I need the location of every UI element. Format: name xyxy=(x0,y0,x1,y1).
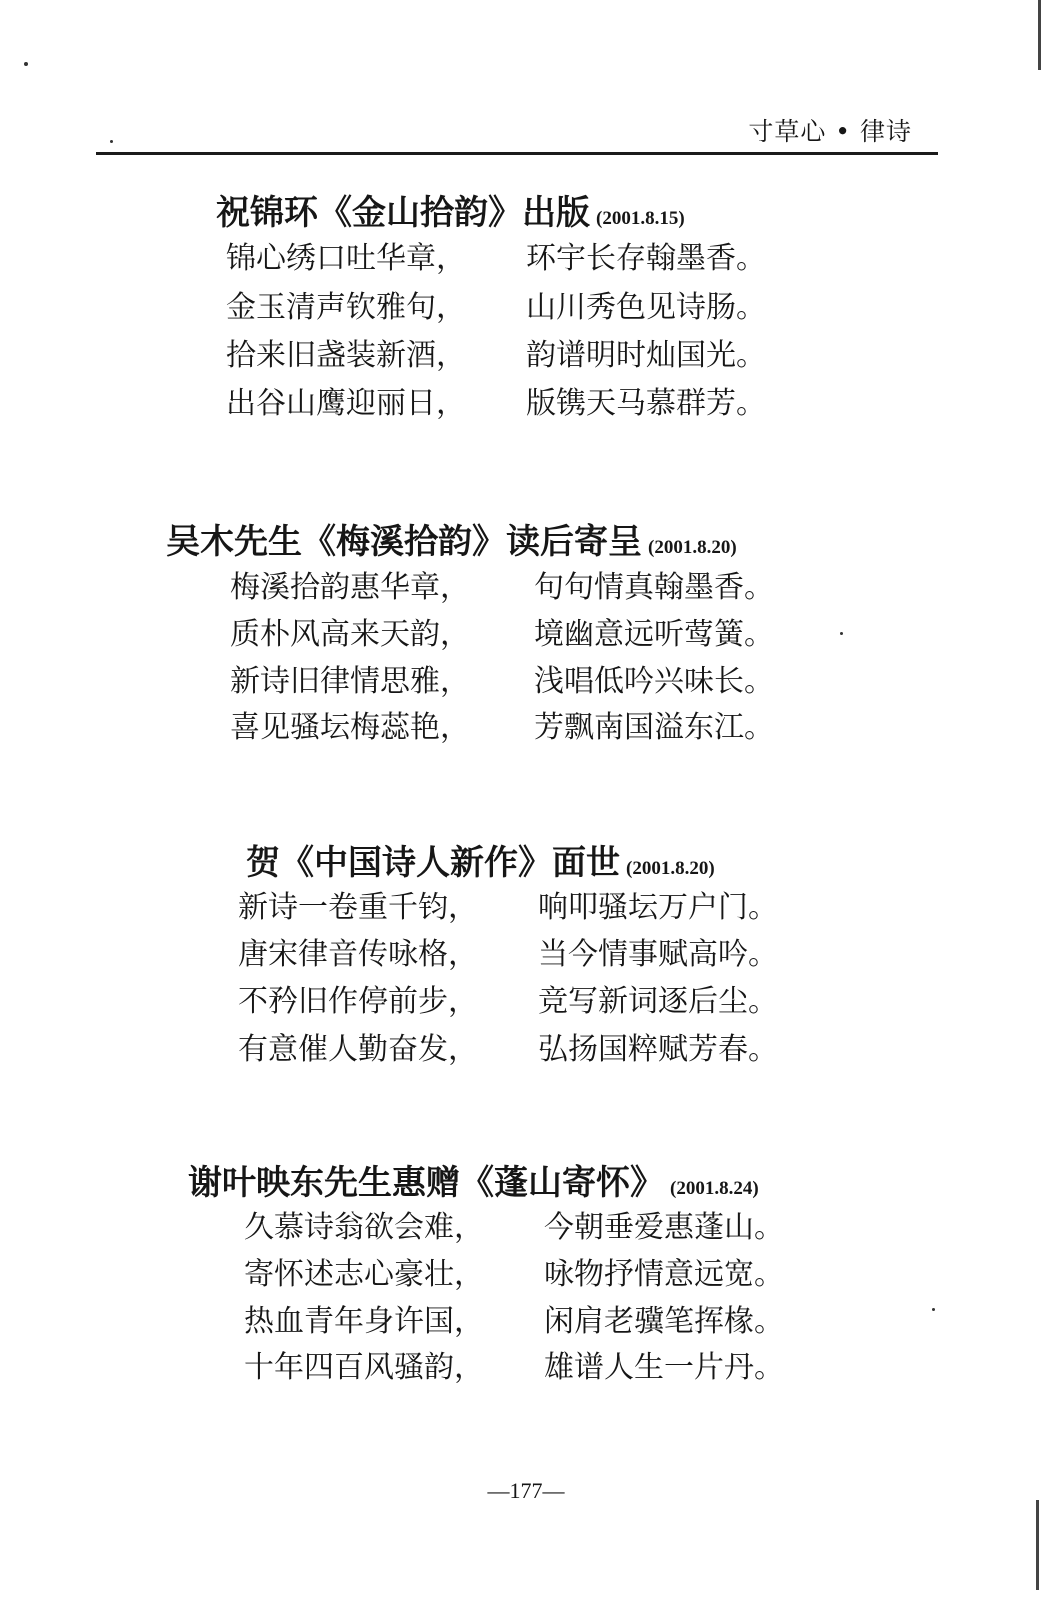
poem-line-second-half: 闲肩老骥笔挥椽。 xyxy=(544,1304,784,1339)
poem-line-second-half: 弘扬国粹赋芳春。 xyxy=(538,1032,778,1067)
poem-line-second-half: 芳飘南国溢东江。 xyxy=(534,710,774,745)
poem-line-first-half: 寄怀述志心豪壮， xyxy=(244,1257,484,1292)
poem-line-second-half: 咏物抒情意远宽。 xyxy=(544,1257,784,1292)
poem-date: (2001.8.15) xyxy=(596,208,685,229)
poem-line-first-half: 热血青年身许国， xyxy=(244,1304,484,1339)
poem-line-first-half: 拾来旧盏装新酒， xyxy=(226,338,466,373)
poem-line-first-half: 久慕诗翁欲会难， xyxy=(244,1210,484,1245)
poem-line-second-half: 境幽意远听莺簧。 xyxy=(534,617,774,652)
poem-line-first-half: 金玉清声钦雅句， xyxy=(226,290,466,325)
poem-line-second-half: 山川秀色见诗肠。 xyxy=(526,290,766,325)
poem-line-first-half: 梅溪拾韵惠华章， xyxy=(230,570,470,605)
poem-line-first-half: 新诗旧律情思雅， xyxy=(230,664,470,699)
header-rule xyxy=(96,152,938,155)
poem-title xyxy=(188,1163,759,1209)
poem-line-first-half: 质朴风高来天韵， xyxy=(230,617,470,652)
poem-title-text: 谢叶映东先生惠赠《蓬山寄怀》 xyxy=(188,1163,664,1203)
poem-line-second-half: 浅唱低吟兴味长。 xyxy=(534,664,774,699)
scan-edge-mark xyxy=(1038,0,1041,70)
scan-speck xyxy=(932,1308,935,1311)
poem-line-second-half: 今朝垂爱惠蓬山。 xyxy=(544,1210,784,1245)
poem-line-first-half: 唐宋律音传咏格， xyxy=(238,937,478,972)
poem-date: (2001.8.24) xyxy=(670,1178,759,1199)
poem-line-second-half: 环宇长存翰墨香。 xyxy=(526,241,766,276)
poem-title-text: 吴木先生《梅溪拾韵》读后寄呈 xyxy=(166,522,642,562)
poem-title xyxy=(216,193,685,239)
poem-title-text: 祝锦环《金山拾韵》出版 xyxy=(216,193,590,233)
poem-line-second-half: 响叩骚坛万户门。 xyxy=(538,890,778,925)
poem-date: (2001.8.20) xyxy=(648,537,737,558)
poem-title xyxy=(166,522,737,568)
poem-line-second-half: 版镌天马慕群芳。 xyxy=(526,386,766,421)
poem-line-first-half: 喜见骚坛梅蕊艳， xyxy=(230,710,470,745)
poem-line-first-half: 有意催人勤奋发， xyxy=(238,1032,478,1067)
poem-line-first-half: 新诗一卷重千钧， xyxy=(238,890,478,925)
poem-line-second-half: 雄谱人生一片丹。 xyxy=(544,1350,784,1385)
poem-date: (2001.8.20) xyxy=(626,858,715,879)
scan-speck xyxy=(24,62,28,66)
poem-title xyxy=(246,843,715,889)
running-head: 寸草心 • 律诗 xyxy=(748,117,912,146)
poem-title-text: 贺《中国诗人新作》面世 xyxy=(246,843,620,883)
poem-line-second-half: 韵谱明时灿国光。 xyxy=(526,338,766,373)
poem-line-first-half: 锦心绣口吐华章， xyxy=(226,241,466,276)
scan-speck xyxy=(840,632,843,635)
page-number: —177— xyxy=(487,1478,565,1503)
poem-line-first-half: 不矜旧作停前步， xyxy=(238,984,478,1019)
poem-line-second-half: 当今情事赋高吟。 xyxy=(538,937,778,972)
poem-line-first-half: 出谷山鹰迎丽日， xyxy=(226,386,466,421)
poem-line-first-half: 十年四百风骚韵， xyxy=(244,1350,484,1385)
scan-edge-mark xyxy=(1036,1500,1039,1590)
poem-line-second-half: 句句情真翰墨香。 xyxy=(534,570,774,605)
scan-speck xyxy=(110,140,113,143)
poem-line-second-half: 竞写新词逐后尘。 xyxy=(538,984,778,1019)
